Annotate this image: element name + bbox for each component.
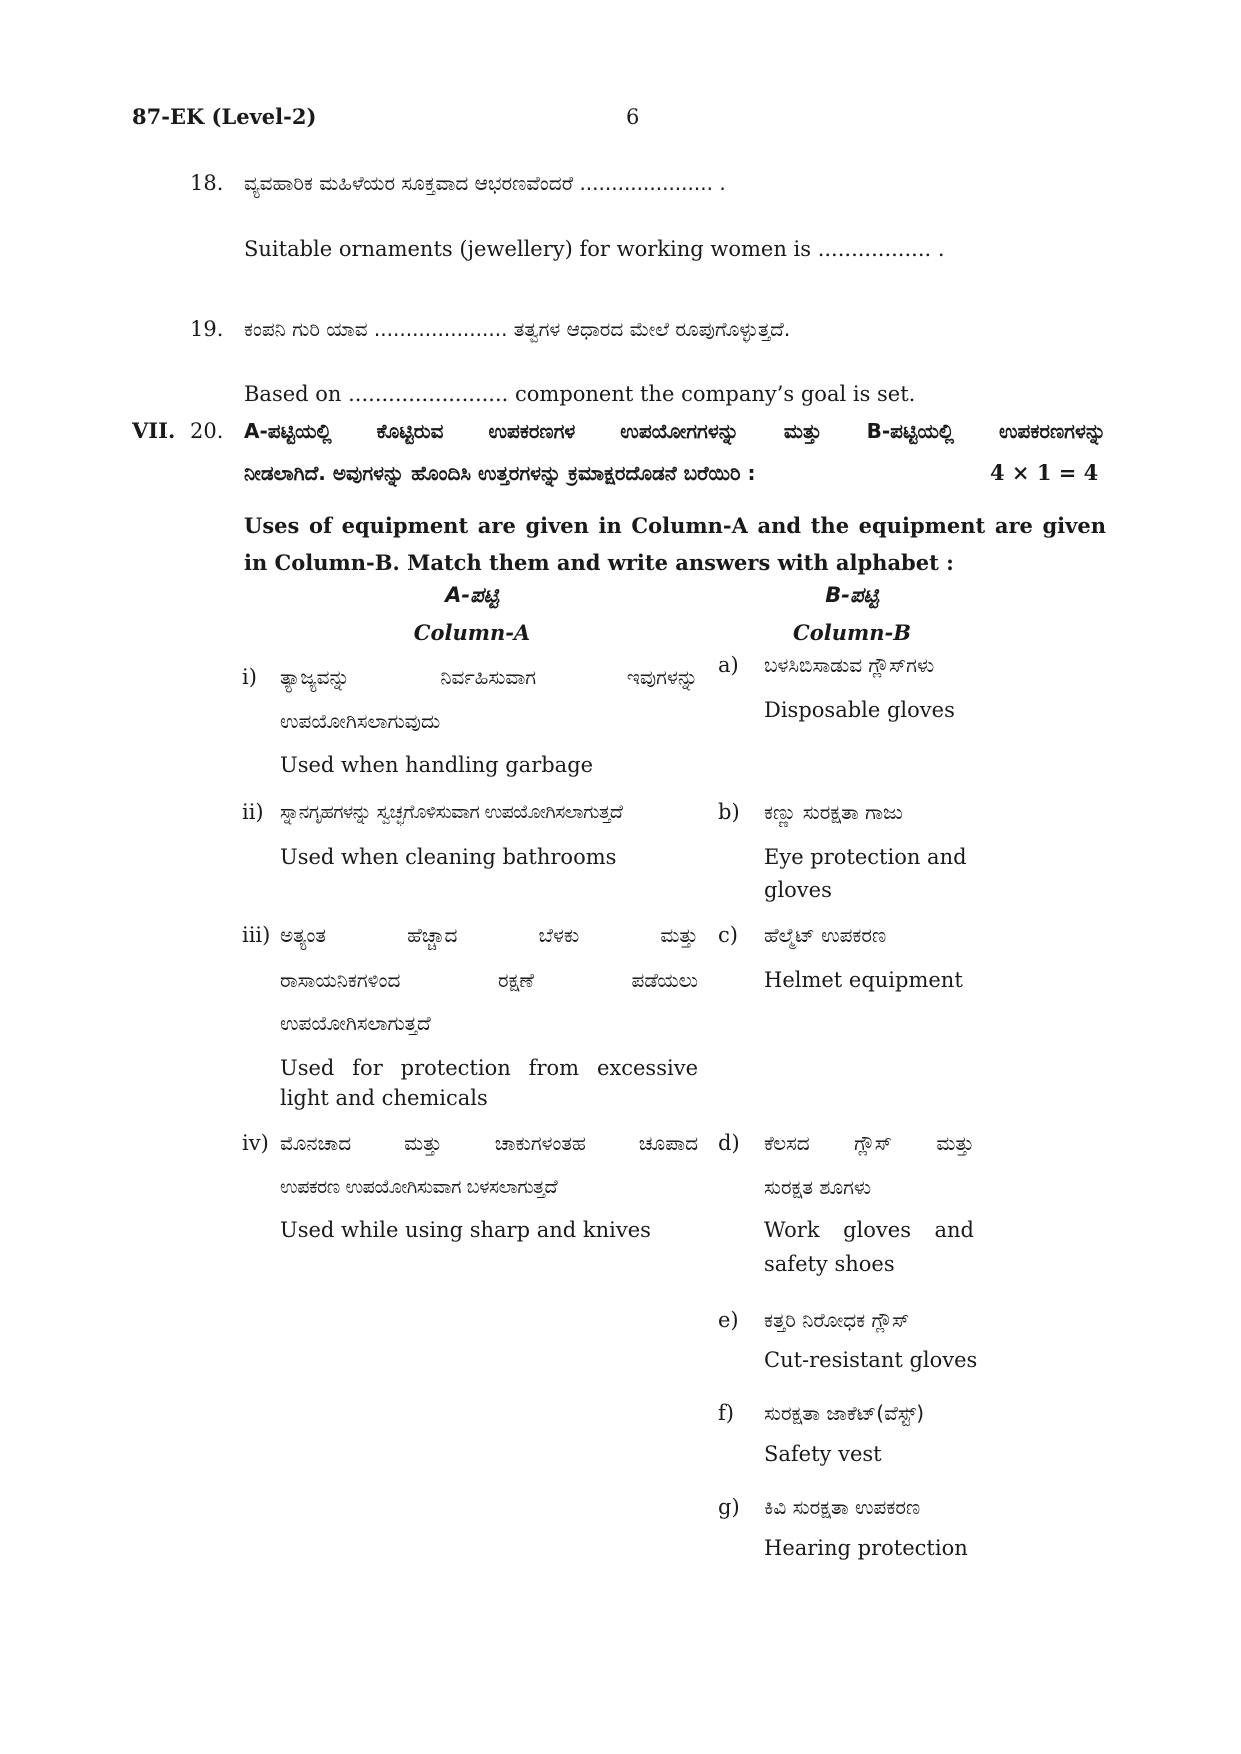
page-number: 6 (626, 105, 640, 129)
column-a-item-kannada: ರಾಸಾಯನಿಕಗಳಿಂದ ರಕ್ಷಣೆ ಪಡೆಯಲು (280, 968, 698, 992)
column-b-item-english: Helmet equipment (764, 968, 963, 992)
column-b-item-english: Eye protection and (764, 845, 967, 869)
column-a-item-english: Used when handling garbage (280, 753, 594, 777)
column-b-heading: Column-B (793, 620, 911, 645)
column-b-item-kannada: ಕಿವಿ ಸುರಕ್ಷತಾ ಉಪಕರಣ (764, 1495, 921, 1519)
column-b-item-english: Safety vest (764, 1442, 882, 1466)
column-a-item-kannada: ಮೊನಚಾದ ಮತ್ತು ಚಾಕುಗಳಂತಹ ಚೂಪಾದ (280, 1131, 698, 1155)
column-b-item-kannada: ಹೆಲ್ಮೆಟ್ ಉಪಕರಣ (764, 923, 887, 947)
column-a-item-label: iv) (242, 1131, 269, 1155)
q19-kannada: ಕಂಪನಿ ಗುರಿ ಯಾವ ..................... ತತ್ವಗಳ ಆಧಾರದ ಮೇಲೆ ರೂಪುಗೊಳ್ಳುತ್ತದೆ. (244, 317, 791, 341)
column-b-item-kannada: ಬಳಸಿಬಿಸಾಡುವ ಗ್ಲೌಸ್‌ಗಳು (764, 653, 935, 677)
column-a-item-kannada: ಉಪಕರಣ ಉಪಯೋಗಿಸುವಾಗ ಬಳಸಲಾಗುತ್ತದೆ (280, 1176, 558, 1198)
column-b-item-english: Work gloves and (764, 1218, 974, 1242)
column-a-kannada-heading: A-ಪಟ್ಟಿ (445, 583, 499, 607)
column-a-item-english: Used while using sharp and knives (280, 1218, 651, 1242)
q20-marks: 4 × 1 = 4 (990, 460, 1099, 485)
column-a-item-kannada: ಉಪಯೋಗಿಸಲಾಗುವುದು (280, 709, 441, 733)
q20-english-line1: Uses of equipment are given in Column-A and the equipment are given (244, 513, 1106, 538)
column-a-item-kannada: ಉಪಯೋಗಿಸಲಾಗುತ್ತದೆ (280, 1011, 431, 1035)
column-b-item-english: Hearing protection (764, 1536, 968, 1560)
column-b-item-label: a) (718, 653, 739, 677)
q20-number: 20. (190, 419, 224, 443)
column-b-item-english: Disposable gloves (764, 698, 955, 722)
column-b-item-kannada: ಕತ್ತರಿ ನಿರೋಧಕ ಗ್ಲೌಸ್ (764, 1308, 910, 1332)
column-b-item-kannada: ಸುರಕ್ಷತಾ ಜಾಕೆಟ್(ವೆಸ್ಟ್) (764, 1401, 925, 1425)
q18-kannada: ವ್ಯವಹಾರಿಕ ಮಹಿಳೆಯರ ಸೂಕ್ತವಾದ ಆಭರಣವೆಂದರೆ ..................... . (244, 171, 726, 195)
column-b-item-english: Cut-resistant gloves (764, 1348, 978, 1372)
section-number: VII. (132, 418, 176, 443)
column-b-item-kannada: ಸುರಕ್ಷತ ಶೂಗಳು (764, 1175, 872, 1199)
column-a-heading: Column-A (413, 620, 531, 645)
column-b-item-english: safety shoes (764, 1252, 895, 1276)
column-b-item-label: e) (718, 1308, 739, 1332)
q20-kannada-line1: A-ಪಟ್ಟಿಯಲ್ಲಿ ಕೊಟ್ಟಿರುವ ಉಪಕರಣಗಳ ಉಪಯೋಗಗಳನ್ನು ಮತ್ತು B-ಪಟ್ಟಿಯಲ್ಲಿ ಉಪಕರಣಗಳನ್ನು (244, 419, 1106, 443)
column-a-item-english: Used for protection from excessive (280, 1056, 698, 1080)
column-b-item-label: d) (718, 1131, 740, 1155)
q19-number: 19. (190, 317, 224, 341)
column-a-item-kannada: ತ್ಯಾಜ್ಯವನ್ನು ನಿರ್ವಹಿಸುವಾಗ ಇವುಗಳನ್ನು (280, 665, 698, 689)
column-a-item-label: i) (242, 665, 257, 689)
q20-kannada-line2: ನೀಡಲಾಗಿದೆ. ಅವುಗಳನ್ನು ಹೊಂದಿಸಿ ಉತ್ತರಗಳನ್ನು ಕ್ರಮಾಕ್ಷರದೊಡನೆ ಬರೆಯಿರಿ : (244, 461, 756, 485)
q18-english: Suitable ornaments (jewellery) for working women is ................. . (244, 237, 945, 261)
q20-english-line2: in Column-B. Match them and write answers with alphabet : (244, 550, 954, 575)
column-b-item-label: f) (718, 1401, 734, 1425)
column-a-item-label: ii) (242, 800, 264, 824)
column-b-kannada-heading: B-ಪಟ್ಟಿ (825, 583, 879, 607)
column-b-item-english: gloves (764, 878, 832, 902)
column-b-item-label: b) (718, 800, 740, 824)
exam-code: 87-EK (Level-2) (132, 104, 317, 129)
q18-number: 18. (190, 171, 224, 195)
column-a-item-english: Used when cleaning bathrooms (280, 845, 617, 869)
q19-english: Based on ........................ component the company’s goal is set. (244, 382, 916, 406)
column-b-item-label: g) (718, 1495, 740, 1519)
column-a-item-label: iii) (242, 923, 271, 947)
column-b-item-kannada: ಕೆಲಸದ ಗ್ಲೌಸ್ ಮತ್ತು (764, 1131, 974, 1155)
column-a-item-english: light and chemicals (280, 1086, 488, 1110)
column-a-item-kannada: ಸ್ನಾನಗೃಹಗಳನ್ನು ಸ್ವಚ್ಛಗೊಳಿಸುವಾಗ ಉಪಯೋಗಿಸಲಾಗುತ್ತದೆ (280, 801, 623, 823)
column-a-item-kannada: ಅತ್ಯಂತ ಹೆಚ್ಚಾದ ಬೆಳಕು ಮತ್ತು (280, 923, 698, 947)
column-b-item-label: c) (718, 923, 738, 947)
column-b-item-kannada: ಕಣ್ಣು ಸುರಕ್ಷತಾ ಗಾಜು (764, 800, 903, 824)
